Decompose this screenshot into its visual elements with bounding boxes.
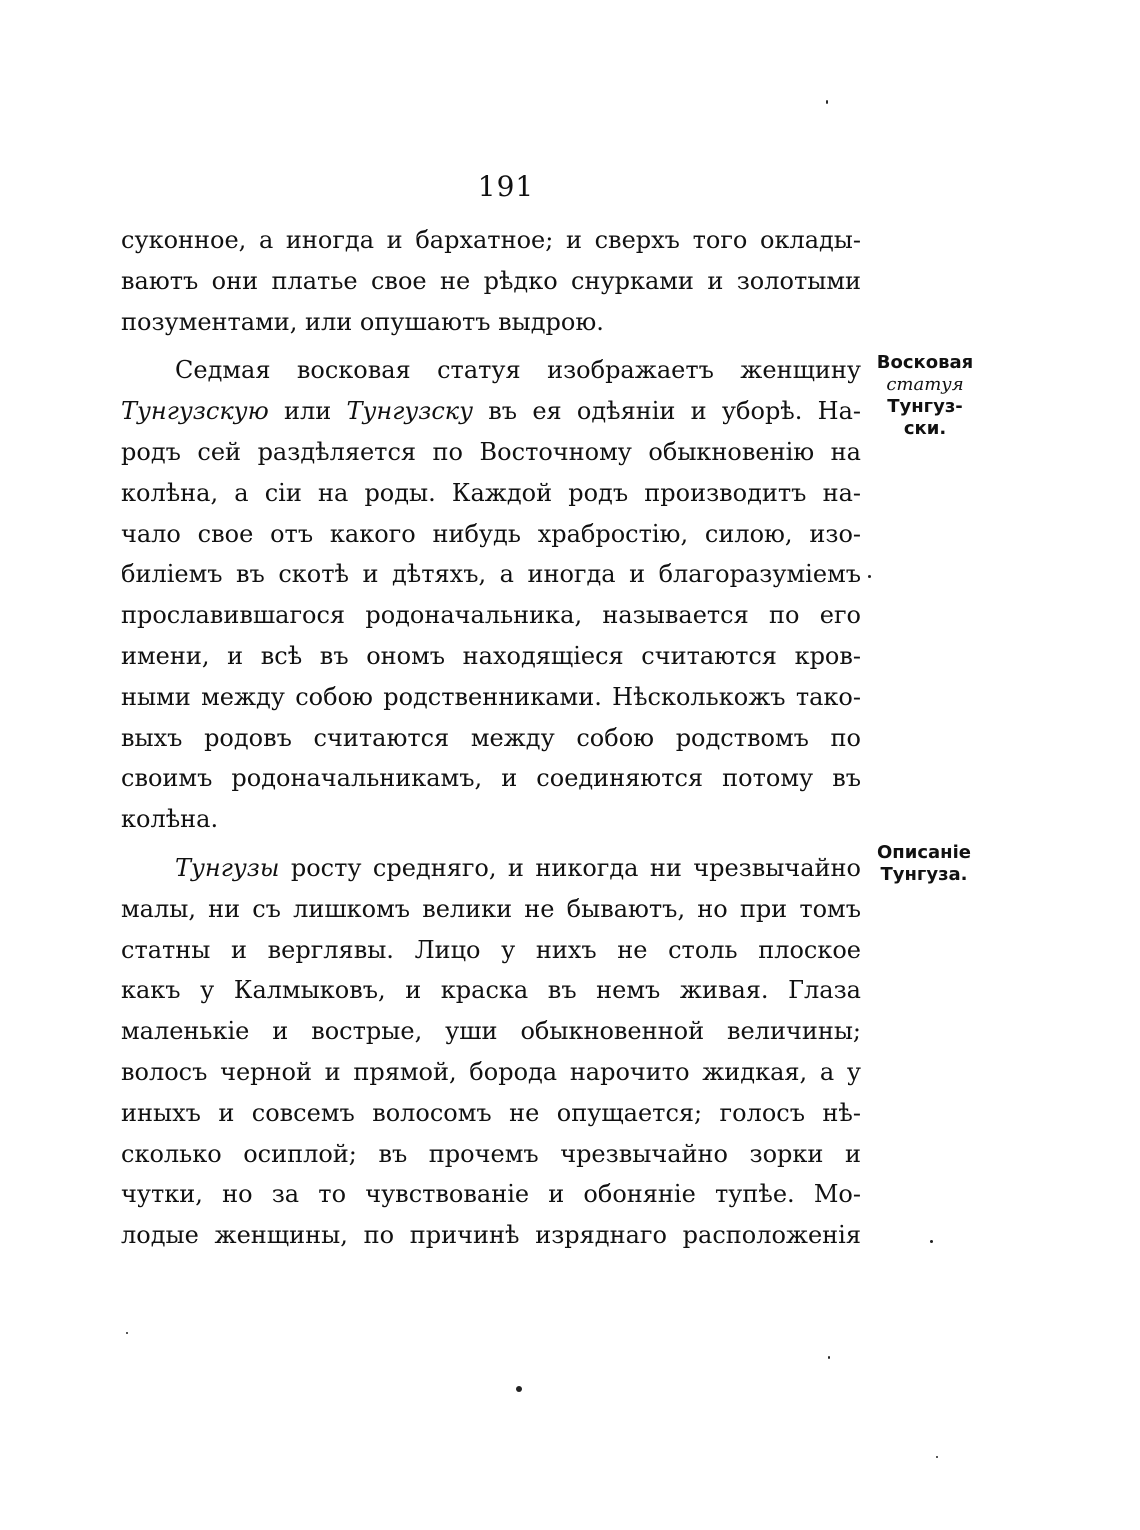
- text-line: ваютъ они платье свое не рѣдко снурками и золотыми: [121, 266, 861, 295]
- text-line: своимъ родоначальникамъ, и соединяются потому въ: [121, 764, 861, 793]
- text-line: выхъ родовъ считаются между собою родствомъ по: [121, 723, 861, 752]
- paragraph-2: [121, 350, 861, 840]
- text-line: сколько осиплой; въ прочемъ чрезвычайно зорки и: [121, 1139, 861, 1168]
- text-line: имени, и всѣ въ ономъ находящіеся считаются кров-: [121, 641, 861, 670]
- paragraph-3: [121, 848, 861, 1256]
- text-line: чутки, но за то чувствованіе и обоняніе тупѣе. Мо-: [121, 1180, 861, 1209]
- scan-speck: [936, 1456, 938, 1458]
- text-line: колѣна.: [121, 805, 219, 834]
- margin-note-wax-statue: [870, 352, 980, 440]
- text-line: какъ у Калмыковъ, и краска въ немъ живая. Глаза: [121, 976, 861, 1005]
- text-line: [121, 391, 861, 432]
- text-line: малы, ни съ лишкомъ велики не бываютъ, но при томъ: [121, 894, 861, 923]
- text-line: маленькіе и вострые, уши обыкновенной величины;: [121, 1017, 861, 1046]
- text-fragment: въ ея одѣяніи и уборѣ. На-: [473, 397, 862, 426]
- italic-term: Тунгузскую: [121, 397, 269, 426]
- note-line: ски.: [903, 418, 947, 439]
- note-line: статуя: [886, 374, 964, 395]
- text-line: прославившагося родоначальника, называется по его: [121, 601, 861, 630]
- text-line: лодые женщины, по причинѣ изряднаго расположенія: [121, 1221, 861, 1250]
- margin-note-description: [868, 842, 980, 886]
- scan-speck: [126, 1332, 128, 1334]
- text-line: колѣна, а сіи на роды. Каждой родъ производитъ на-: [121, 478, 861, 507]
- text-line: статны и верглявы. Лицо у нихъ не столь плоское: [121, 935, 861, 964]
- text-fragment: или: [268, 397, 347, 426]
- text-line: суконное, а иногда и бархатное; и сверхъ того оклады-: [121, 226, 861, 254]
- text-line: иныхъ и совсемъ волосомъ не опущается; голосъ нѣ-: [121, 1098, 861, 1127]
- paragraph-1: [121, 220, 861, 342]
- note-line: Описаніе: [877, 842, 971, 863]
- note-line: Восковая: [876, 352, 974, 373]
- scan-speck: [828, 1356, 830, 1359]
- text-line: [121, 848, 861, 889]
- note-line: Тунгуза.: [880, 864, 968, 885]
- text-line: позументами, или опушаютъ выдрою.: [121, 307, 604, 336]
- page-number: 191: [477, 170, 535, 203]
- scan-speck: [868, 575, 871, 578]
- text-line: родъ сей раздѣляется по Восточному обыкновенію на: [121, 437, 861, 466]
- text-line: чало свое отъ какого нибудь храбростію, силою, изо-: [121, 519, 861, 548]
- scan-speck: [826, 100, 828, 104]
- scan-speck: [930, 1240, 933, 1243]
- text-fragment: росту средняго, и никогда ни чрезвычайно: [279, 853, 861, 882]
- scan-speck: [516, 1386, 522, 1392]
- main-text: [121, 220, 861, 1264]
- text-line: Седмая восковая статуя изображаетъ женщину: [175, 356, 861, 385]
- text-line: ными между собою родственниками. Нѣсколькожъ тако-: [121, 682, 861, 711]
- text-line: биліемъ въ скотѣ и дѣтяхъ, а иногда и благоразуміемъ: [121, 560, 861, 589]
- text-line: волосъ черной и прямой, борода нарочито жидкая, а у: [121, 1057, 861, 1086]
- italic-term: Тунгузы: [175, 853, 280, 882]
- italic-term: Тунгузску: [346, 397, 474, 426]
- note-line: Тунгуз-: [887, 396, 963, 417]
